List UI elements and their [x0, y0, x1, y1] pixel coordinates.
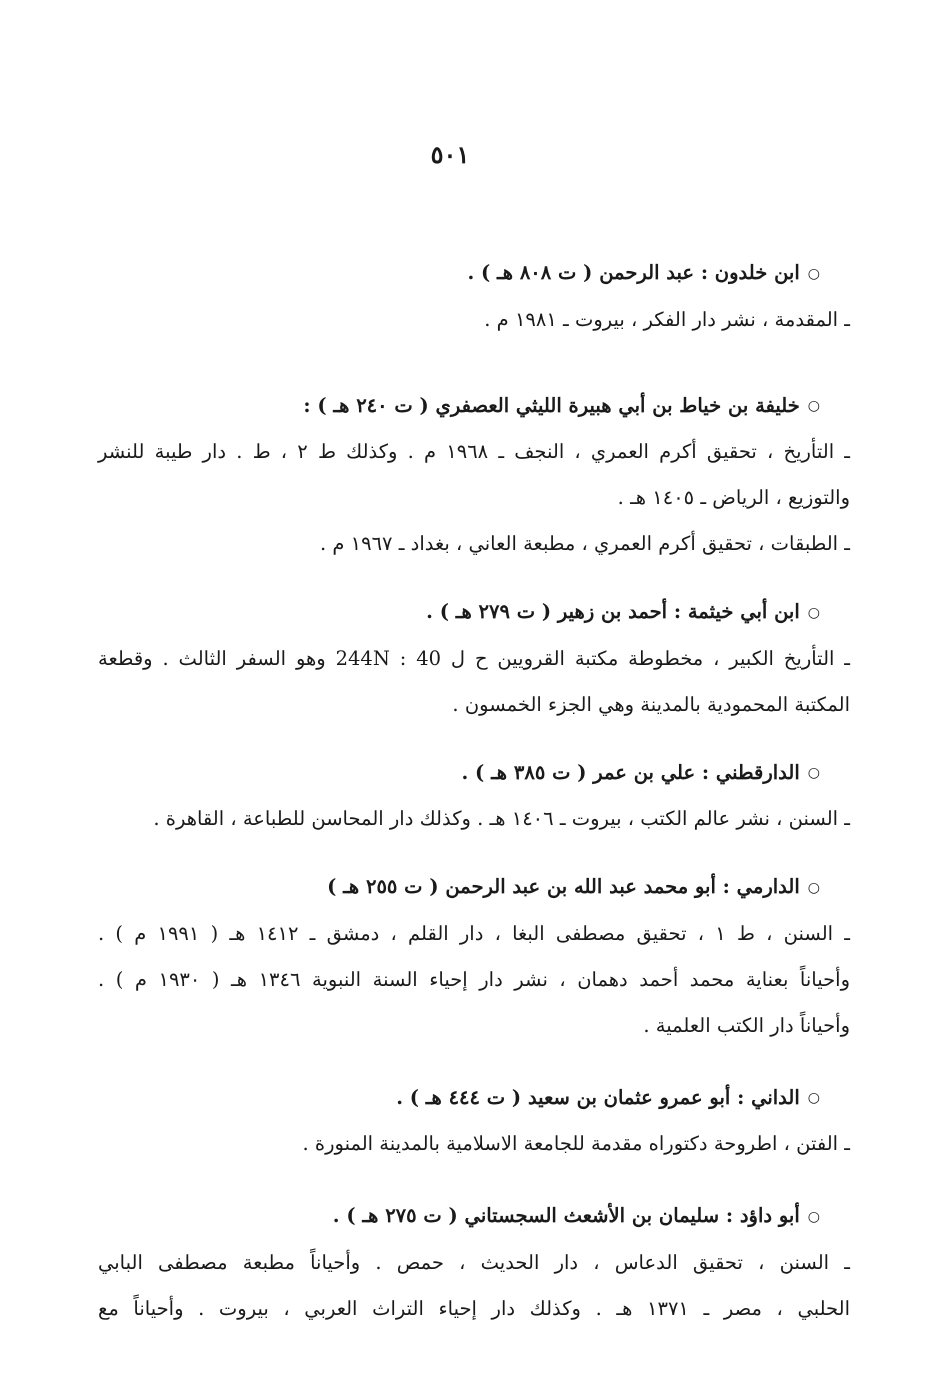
bibliography-entry [98, 864, 850, 1049]
work-line: ـ السنن ، نشر عالم الكتب ، بيروت ـ ١٤٠٦ هـ . وكذلك دار المحاسن للطباعة ، القاهرة . [153, 807, 850, 830]
bibliography-entry [98, 589, 850, 728]
work-line: وأحياناً بعناية محمد أحمد دهمان ، نشر دار إحياء السنة النبوية ١٣٤٦ هـ ( ١٩٣٠ م ) . [98, 967, 850, 991]
work-line: والتوزيع ، الرياض ـ ١٤٠٥ هـ . [617, 486, 850, 509]
bibliography-entry [98, 750, 850, 843]
page-number: ٥٠١ [430, 140, 470, 169]
bullet-icon: ○ [807, 265, 820, 282]
work-line: ـ التأريخ ، تحقيق أكرم العمري ، النجف ـ ١٩٦٨ م . وكذلك ط ٢ ، ط . دار طيبة للنشر [98, 440, 851, 463]
author-text: ابن أبي خيثمة : أحمد بن زهير ( ت ٢٧٩ هـ ) . [426, 600, 800, 623]
work-line: وأحياناً دار الكتب العلمية . [643, 1013, 850, 1037]
author-heading [98, 1193, 850, 1240]
work-line: ـ السنن ، تحقيق الدعاس ، دار الحديث ، حمص . وأحياناً مطبعة مصطفى البابي [98, 1250, 850, 1274]
bullet-icon: ○ [807, 398, 820, 414]
work-line: ـ السنن ، ط ١ ، تحقيق مصطفى البغا ، دار القلم ، دمشق ـ ١٤١٢ هـ ( ١٩٩١ م ) . [98, 921, 851, 945]
bullet-icon: ○ [807, 1208, 820, 1225]
author-text: خليفة بن خياط بن أبي هبيرة الليثي العصفري ( ت ٢٤٠ هـ ) : [303, 393, 800, 417]
bullet-icon: ○ [807, 1090, 820, 1106]
author-text: ابن خلدون : عبد الرحمن ( ت ٨٠٨ هـ ) . [467, 261, 800, 284]
bullet-icon: ○ [807, 765, 820, 781]
work-line: ـ التأريخ الكبير ، مخطوطة مكتبة القرويين ح ل 40 : 244N وهو السفر الثالث . وقطعة [98, 646, 851, 670]
author-heading [98, 589, 850, 636]
work-line: ـ الفتن ، اطروحة دكتوراه مقدمة للجامعة الاسلامية بالمدينة المنورة . [302, 1132, 850, 1155]
bullet-icon: ○ [807, 604, 820, 621]
bibliography-entry [98, 1075, 850, 1168]
bibliography-list [98, 250, 850, 1358]
author-text: أبو داؤد : سليمان بن الأشعث السجستاني ( ت ٢٧٥ هـ ) . [332, 1204, 800, 1227]
work-line: ـ المقدمة ، نشر دار الفكر ، بيروت ـ ١٩٨١ م . [484, 307, 850, 331]
author-heading [98, 250, 850, 297]
work-line: الحلبي ، مصر ـ ١٣٧١ هـ . وكذلك دار إحياء التراث العربي ، بيروت . وأحياناً مع [98, 1296, 850, 1320]
bibliography-entry [98, 250, 850, 343]
author-text: الدارقطني : علي بن عمر ( ت ٣٨٥ هـ ) . [461, 760, 800, 784]
author-text: الدارمي : أبو محمد عبد الله بن عبد الرحمن ( ت ٢٥٥ هـ ) [327, 875, 800, 898]
author-heading [98, 383, 850, 430]
author-heading [98, 864, 850, 911]
author-heading [98, 1075, 850, 1122]
bibliography-entry [98, 1193, 850, 1332]
author-text: الداني : أبو عمرو عثمان بن سعيد ( ت ٤٤٤ هـ ) . [396, 1085, 800, 1109]
work-line: المكتبة المحمودية بالمدينة وهي الجزء الخمسون . [452, 692, 850, 716]
bibliography-entry [98, 383, 850, 568]
author-heading [98, 750, 850, 797]
work-line: ـ الطبقات ، تحقيق أكرم العمري ، مطبعة العاني ، بغداد ـ ١٩٦٧ م . [319, 532, 850, 555]
bullet-icon: ○ [807, 879, 820, 896]
